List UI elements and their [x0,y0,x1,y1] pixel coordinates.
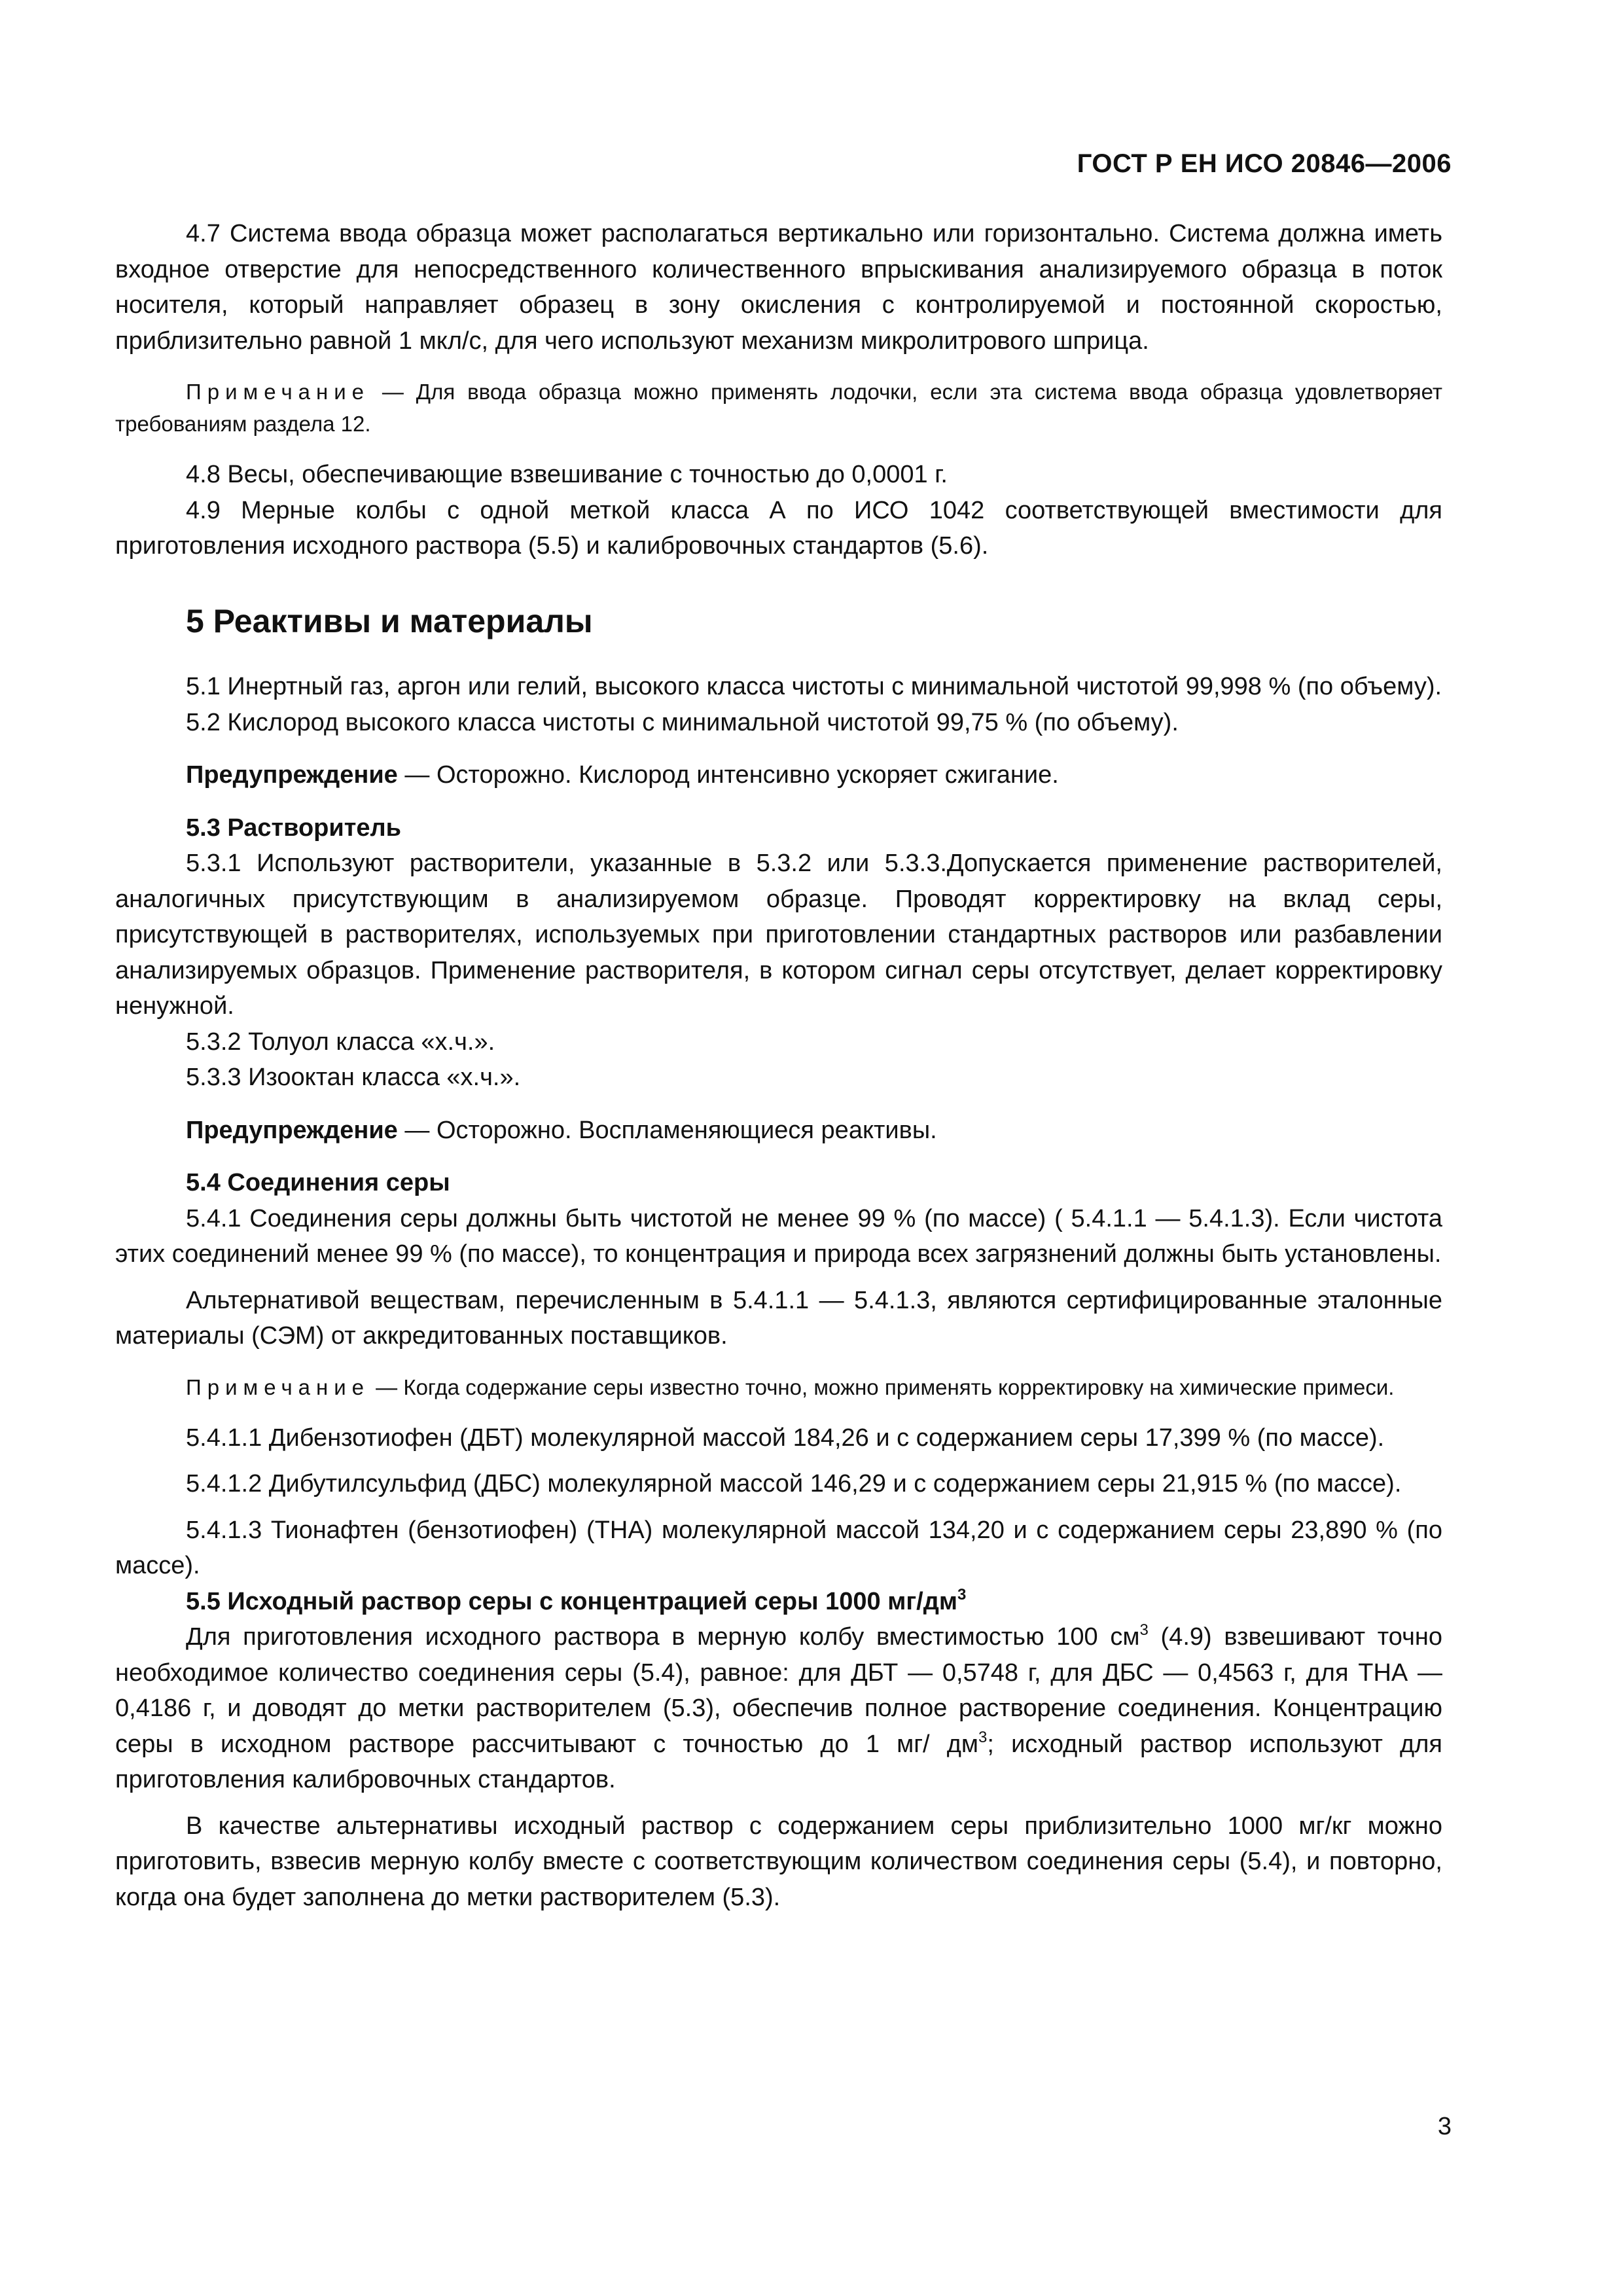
warning-flammable [115,1113,1442,1149]
note-label: Примечание [186,1374,370,1399]
paragraph-5-3-2: 5.3.2 Толуол класса «х.ч.». [186,1028,495,1056]
paragraph-5-5-alternative: В качестве альтернативы исходный раствор с содержанием серы приблизительно 1000 мг/кг можно приготовить, взвесив мерную колбу вместе с соответствующим количеством соединения серы (5.4), и повторно, когда она будет заполнена до метки растворителем (5.3). [115,1812,1442,1911]
paragraph-5-2: 5.2 Кислород высокого класса чистоты с минимальной чистотой 99,75 % (по объему). [186,708,1179,736]
paragraph-4-8: 4.8 Весы, обеспечивающие взвешивание с точностью до 0,0001 г. [186,461,948,488]
paragraph-5-1: 5.1 Инертный газ, аргон или гелий, высокого класса чистоты с минимальной чистотой 99,998 % (по объему). [186,673,1442,700]
note-5-4 [115,1371,1442,1403]
paragraph-5-3-1: 5.3.1 Используют растворители, указанные в 5.3.2 или 5.3.3.Допускается применение растворителей, аналогичных присутствующим в анализируемом образце. Проводят корректировку на вклад серы, присутствующей в растворителях, используемых при приготовлении стандартных растворов или разбавлении анализируемых образцов. Применение растворителя, в котором сигнал серы отсутствует, делает корректировку ненужной. [115,850,1442,1020]
paragraph-5-5-part-b: (4.9) взвешивают точно необходимое количество соединения серы (5.4), равное: для ДБТ — 0,5748 г, для ДБС — 0,4563 г, для ТНА — 0,4186 г, и доводят до метки растворителем (5.3), обеспечив полное растворение соединения. Концентрацию серы в исходном растворе рассчитывают с точностью до 1 мг/ дм [115,1623,1442,1758]
section-title-5: 5 Реактивы и материалы [186,602,593,639]
subsection-title-5-3: 5.3 Растворитель [186,814,401,842]
note-label: Примечание [186,380,370,404]
document-header-id: ГОСТ Р ЕН ИСО 20846—2006 [1077,149,1452,178]
superscript: 3 [1139,1621,1149,1639]
paragraph-5-3-3: 5.3.3 Изооктан класса «х.ч.». [186,1064,521,1091]
paragraph-5-5-part-a: Для приготовления исходного раствора в мерную колбу вместимостью 100 см [186,1623,1140,1651]
paragraph-4-9: 4.9 Мерные колбы с одной меткой класса А по ИСО 1042 соответствующей вместимости для приготовления исходного раствора (5.5) и калибровочных стандартов (5.6). [115,496,1442,560]
note-text: — Для ввода образца можно применять лодочки, если эта система ввода образца удовлетворяет требованиям раздела 12. [115,380,1442,436]
paragraph-5-4-1-1: 5.4.1.1 Дибензотиофен (ДБТ) молекулярной массой 184,26 и с содержанием серы 17,399 % (по массе). [186,1424,1385,1452]
superscript: 3 [957,1585,967,1604]
warning-label: Предупреждение [186,761,398,789]
paragraph-5-4-1: 5.4.1 Соединения серы должны быть чистотой не менее 99 % (по массе) ( 5.4.1.1 — 5.4.1.3). Если чистота этих соединений менее 99 % (по массе), то концентрация и природа всех загрязнений должны быть установлены. [115,1204,1442,1268]
paragraph-5-4-1-2: 5.4.1.2 Дибутилсульфид (ДБС) молекулярной массой 146,29 и с содержанием серы 21,915 % (по массе). [186,1470,1402,1498]
note-4-7 [115,376,1442,440]
paragraph-5-4-alternative: Альтернативой веществам, перечисленным в 5.4.1.1 — 5.4.1.3, являются сертифицированные эталонные материалы (СЭМ) от аккредитованных поставщиков. [115,1286,1442,1350]
note-text: — Когда содержание серы известно точно, можно применять корректировку на химические примеси. [370,1374,1395,1399]
warning-text: — Осторожно. Воспламеняющиеся реактивы. [397,1116,937,1144]
paragraph-4-7: 4.7 Система ввода образца может располагаться вертикально или горизонтально. Система должна иметь входное отверстие для непосредственного количественного впрыскивания анализируемого образца в поток носителя, который направляет образец в зону окисления с контролируемой и постоянной скоростью, приблизительно равной 1 мкл/с, для чего используют механизм микролитрового шприца. [115,220,1442,355]
subsection-title-5-5 [115,1584,1442,1620]
subsection-title-5-5-text: 5.5 Исходный раствор серы с концентрацией серы 1000 мг/дм [186,1587,957,1615]
warning-text: — Осторожно. Кислород интенсивно ускоряет сжигание. [397,761,1059,789]
paragraph-5-4-1-3: 5.4.1.3 Тионафтен (бензотиофен) (ТНА) молекулярной массой 134,20 и с содержанием серы 23,890 % (по массе). [115,1516,1442,1579]
paragraph-5-5 [115,1619,1442,1798]
subsection-title-5-4: 5.4 Соединения серы [186,1169,450,1196]
paragraph-5-5-part-c: ; исходный раствор используют для приготовления калибровочных стандартов. [115,1730,1442,1793]
document-body [115,216,1442,1915]
superscript: 3 [978,1728,988,1746]
warning-oxygen [115,757,1442,793]
warning-label: Предупреждение [186,1116,398,1144]
page-number: 3 [1437,2113,1452,2140]
